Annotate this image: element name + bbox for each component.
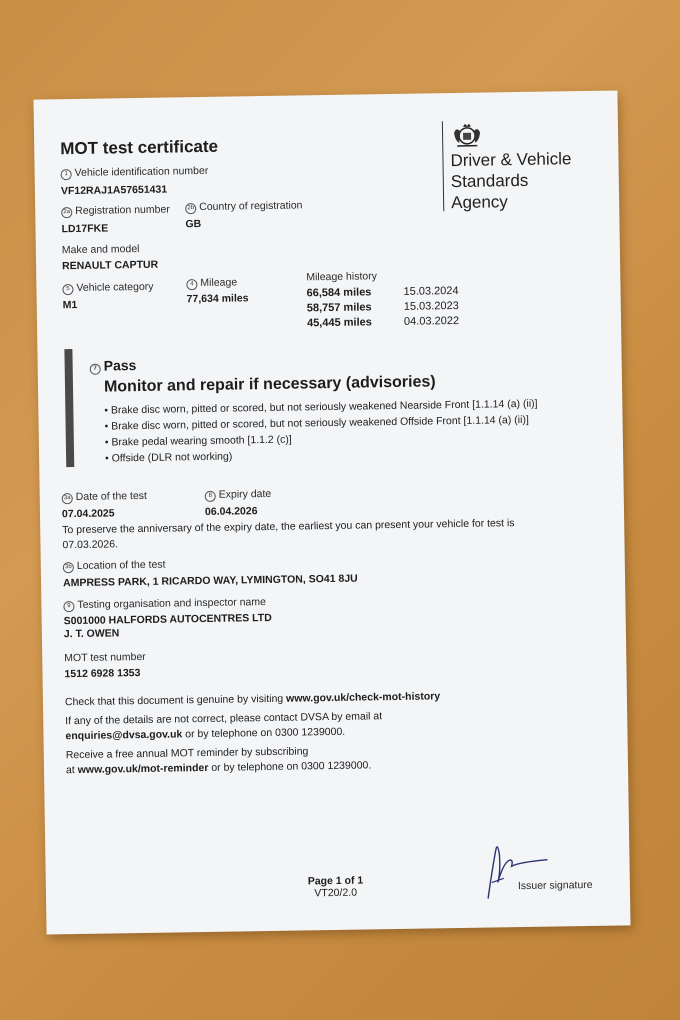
location-value: AMPRESS PARK, 1 RICARDO WAY, LYMINGTON, SO41 8JU <box>62 572 358 590</box>
field-number: 2a <box>61 207 72 218</box>
issuer-signature-label: Issuer signature <box>517 878 593 893</box>
agency-divider <box>442 121 444 211</box>
field-number: 1 <box>61 169 72 180</box>
registration-label: 2a Registration number <box>61 204 170 219</box>
field-number: 8 <box>205 491 216 502</box>
agency-line-2: Standards <box>450 170 529 192</box>
agency-name <box>450 148 572 213</box>
field-number: 5 <box>62 284 73 295</box>
page-number: Page 1 of 1 <box>307 874 364 888</box>
field-number: 3b <box>63 562 74 573</box>
category-value: M1 <box>62 298 78 312</box>
mileage-history-row: 58,757 miles 15.03.2023 <box>306 299 459 315</box>
result-pass: 7 Pass <box>90 357 137 375</box>
location-label: 3b Location of the test <box>63 559 166 574</box>
mot-certificate-sheet <box>33 90 630 934</box>
inspector-name: J. T. OWEN <box>63 627 120 641</box>
result-bar <box>64 349 74 467</box>
agency-line-3: Agency <box>450 192 508 213</box>
advisory-item: • Offside (DLR not working) <box>105 444 538 467</box>
registration-value: LD17FKE <box>61 222 109 236</box>
contact-text: If any of the details are not correct, please contact DVSA by email at enquiries@dvsa.gov.uk or by telephone on 0300 1239000. <box>65 710 383 743</box>
advisory-item: • Brake disc worn, pitted or scored, but not seriously weakened Nearside Front [1.1.14 (a) (ii)] <box>104 396 537 419</box>
anniversary-note: To preserve the anniversary of the expiry date, the earliest you can present your vehicle for test is 07.03.2026. <box>62 517 515 552</box>
vin-label: 1 Vehicle identification number <box>61 165 209 180</box>
test-date-value: 07.04.2025 <box>61 507 115 521</box>
make-model-value: RENAULT CAPTUR <box>62 258 159 273</box>
test-number-value: 1512 6928 1353 <box>64 667 141 681</box>
advisories-heading: Monitor and repair if necessary (advisories) <box>103 373 436 396</box>
check-mot-history-link[interactable]: www.gov.uk/check-mot-history <box>286 690 441 705</box>
vin-value: VF12RAJ1A57651431 <box>60 183 168 198</box>
field-number: 9 <box>63 601 74 612</box>
testing-org-label: 9 Testing organisation and inspector name <box>63 596 266 612</box>
field-number: 3a <box>62 493 73 504</box>
field-number: 7 <box>90 364 101 375</box>
make-model-label: Make and model <box>61 242 140 257</box>
field-number: 2b <box>185 203 196 214</box>
country-label: 2b Country of registration <box>185 199 303 214</box>
page-footer <box>308 875 364 900</box>
genuine-check-text: Check that this document is genuine by visiting www.gov.uk/check-mot-history <box>64 690 441 709</box>
field-number: 4 <box>186 279 197 290</box>
reminder-text: Receive a free annual MOT reminder by subscribing at www.gov.uk/mot-reminder or by telephone on 0300 1239000. <box>65 745 372 777</box>
mileage-history-label: Mileage history <box>306 270 378 284</box>
mot-reminder-link[interactable]: www.gov.uk/mot-reminder <box>77 761 209 777</box>
category-label: 5 Vehicle category <box>62 281 153 295</box>
issuer-signature-image <box>473 832 554 903</box>
test-date-label: 3a Date of the test <box>62 490 147 504</box>
advisory-item: • Brake pedal wearing smooth [1.1.2 (c)] <box>105 428 538 451</box>
expiry-date-value: 06.04.2026 <box>204 505 258 518</box>
advisories-list <box>104 396 538 467</box>
testing-org-value: S001000 HALFORDS AUTOCENTRES LTD <box>63 611 272 628</box>
test-number-label: MOT test number <box>64 650 146 665</box>
royal-crest-icon <box>450 121 484 150</box>
country-value: GB <box>185 218 202 231</box>
advisory-item: • Brake disc worn, pitted or scored, but not seriously weakened Offside Front [1.1.14 (a) (ii)] <box>104 412 537 435</box>
contact-email-link[interactable]: enquiries@dvsa.gov.uk <box>65 728 183 743</box>
form-code: VT20/2.0 <box>314 886 358 900</box>
expiry-date-label: 8 Expiry date <box>205 488 272 502</box>
certificate-title: MOT test certificate <box>60 136 219 159</box>
mileage-value: 77,634 miles <box>186 292 249 306</box>
mileage-history-row: 66,584 miles 15.03.2024 <box>306 284 459 300</box>
agency-line-1: Driver & Vehicle <box>450 149 572 171</box>
mileage-history-row: 45,445 miles 04.03.2022 <box>306 314 460 330</box>
mileage-label: 4 Mileage <box>186 276 237 290</box>
